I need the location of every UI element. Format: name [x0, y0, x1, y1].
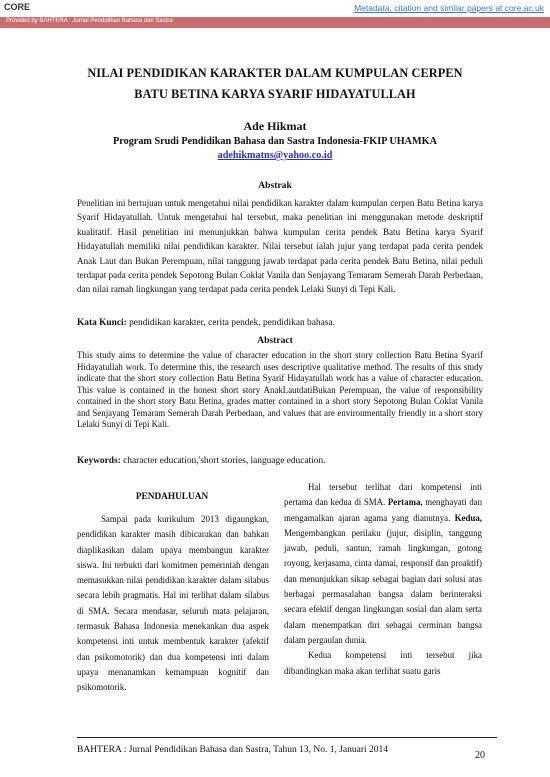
right-paragraph-1-a: Hal tersebut terlihat dari kompetensi inti pertama dan kedua di SMA. — [284, 482, 482, 508]
section-heading-pendahuluan: PENDAHULUAN — [135, 492, 209, 502]
right-paragraph-1 — [284, 480, 482, 648]
kata-kunci — [77, 318, 483, 328]
left-paragraph: Sampai pada kurikulum 2013 digaungkan, pendidikan karakter masih dibicarakan dan bahkan diaplikasikan dalam upaya membangun karakter siswa. Ini terbukti dari komitmen pemerintah dengan memasukkan nilai pendidikan karakter dalam silabus secara lebih pragmatis. Hal ini terlihat dalam silabus di SMA. Secara mendasar, seluruh mata pelajaran, termasuk Bahasa Indonesia menekankan dua aspek kompetensi inti untuk membentuk karakter (afektif dan psikomotorik) dan dua kompetensi inti dalam upaya menanamkan kemampuan kognitif dan psikomotorik. — [77, 514, 269, 693]
kata-kunci-label: Kata Kunci: — [77, 318, 127, 328]
footer-journal: BAHTERA : Jurnal Pendidikan Bahasa dan Sastra, Tahun 13, No. 1, Januari 2014 — [77, 745, 389, 755]
core-metadata-link[interactable]: Metadata, citation and similar papers at core.ac.uk — [354, 3, 544, 13]
kata-kunci-text: pendidikan karakter, cerita pendek, pendidikan bahasa. — [129, 318, 335, 328]
keywords-text: character education,'short stories, language education. — [123, 456, 326, 466]
abstract-heading: Abstract — [257, 335, 293, 346]
right-paragraph-2: Kedua kompetensi inti tersebut jika dibandingkan maka akan terlihat suatu garis — [284, 650, 482, 676]
provided-by-text[interactable]: Provided by BAHTERA : Jurnal Pendidikan Bahasa dan Sastra — [6, 18, 173, 24]
provided-by-bar — [0, 17, 550, 28]
core-logo: CORE — [4, 2, 31, 12]
right-paragraph-1-c: menghayati dan mengamalkan ajaran agama yang dianutnya. — [284, 497, 483, 523]
abstract-text: This study aims to determine the value of character education in the short story collection Batu Betina Syarif Hidayatullah work. To determine this, the research uses descriptive qualitative method. The results of this study indicate that the short story collection Batu Betina Syarif Hidayatullah work has a value of character education. This value is contained in the honest short story AnakLautdatiBukan Perempuan, the value of responsibility contained in the short story Batu Betina, grades matter contained in a short story Sepotong Bulan Coklat Vanila and Senjayang Temaram Semerah Darah Perbedaan, and values that are environmentally friendly in a short story Lelaki Sunyi di Tepi Kali. — [77, 350, 483, 429]
abstrak-text: Penelitian ini bertujuan untuk mengetahui nilai pendidikan karakter dalam kumpulan cerpen Batu Betina karya Syarif Hidayatullah. Untuk mengetahui hal tersebut, maka penelitian ini menggunakan metode deskriptif kualitatif. Hasil penelitian ini menunjukkan bahwa kumpulan cerita pendek Batu Betina karya Syarif Hidayatullah memiliki nilai pendidikan karakter. Nilai tersebut ialah jujur yang terdapat pada cerita pendek Anak Laut dan Bukan Perempuan, nilai tanggung jawab terdapat pada cerita pendek Batu Betina, nilai peduli terdapat pada cerita pendek Sepotong Bulan Coklat Vanila dan Senjayang Temaram Semerah Darah Perbedaan, dan nilai ramah lingkungan yang terdapat pada cerita pendek Lelaki Sunyi di Tepi Kali. — [77, 198, 483, 295]
pertama-label: Pertama, — [387, 497, 423, 508]
author-name: Ade Hikmat — [243, 119, 307, 133]
keywords — [77, 456, 483, 466]
core-header-bar — [0, 0, 550, 18]
right-column — [284, 480, 482, 679]
article-title-line-2: BATU BETINA KARYA SYARIF HIDAYATULLAH — [134, 87, 416, 101]
article-title-line-1: NILAI PENDIDIKAN KARAKTER DALAM KUMPULAN CERPEN — [87, 66, 463, 80]
right-paragraph-1-e: Mengembangkan perilaku (jujur, disiplin, tanggung jawab, peduli, santun, ramah lingkungan, gotong royong, kerjasama, cinta damai, responsif dan proaktif) dan menunjukkan sikap sebagai bagian dari solusi atas berbagai permasalahan bangsa dalam berinteraksi secara efektif dengan lingkungan sosial dan alam serta dalam menempatkan diri sebagai cerminan bangsa dalam pergaulan dunia. — [284, 527, 482, 645]
author-affiliation: Program Srudi Pendidikan Bahasa dan Sastra Indonesia-FKIP UHAMKA — [113, 136, 437, 147]
page-number: 20 — [475, 750, 485, 761]
abstrak-heading: Abstrak — [258, 180, 292, 191]
keywords-label: Keywords: — [77, 456, 121, 466]
footer-rule — [77, 737, 497, 738]
left-column — [77, 512, 269, 696]
kedua-label: Kedua, — [454, 512, 482, 523]
author-email-link[interactable]: adehikmatns@yahoo.co.id — [217, 150, 333, 161]
